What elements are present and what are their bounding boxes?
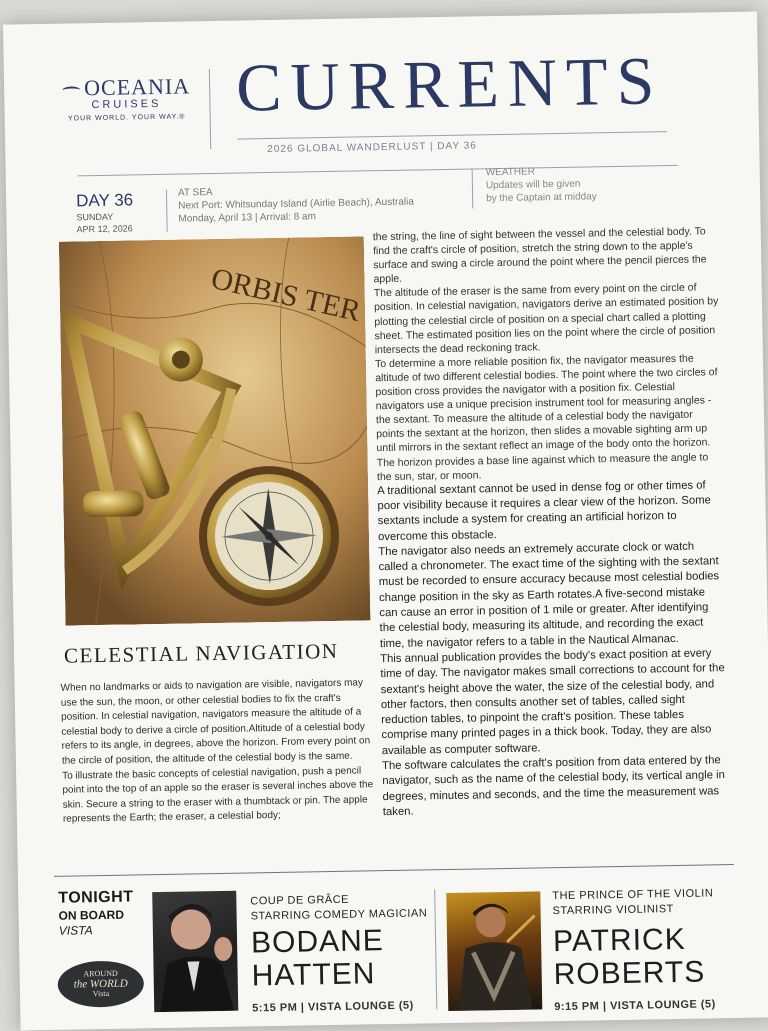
newsletter-page — [3, 11, 768, 1030]
day-block — [76, 190, 134, 235]
masthead-rule — [237, 131, 667, 140]
show2-name-line2: ROBERTS — [553, 955, 706, 992]
show2-performer — [553, 923, 706, 992]
brand-tagline: YOUR WORLD. YOUR WAY.® — [67, 113, 186, 123]
masthead-title: CURRENTS — [235, 42, 664, 126]
patrick-roberts-photo — [446, 891, 542, 1011]
location: AT SEA — [177, 187, 213, 199]
paragraph: To illustrate the basic concepts of celestial navigation, push a pencil point into the top of an apple so the eraser is several inches above the skin. Secure a string to the eraser with a thumbtack or pin. The apple represents the Earth; the eraser, a celestial body; — [62, 765, 374, 826]
paragraph: This annual publication provides the body's exact position at every time of day. The navigator makes small corrections to account for the sextant's height above the water, the size of the celestial body, and other factors, then consults another set of tables, called sight reduction tables, to pinpoint the craft's position. These tables comprise many printed pages in a thick book. Today, they are also available as computer software. — [380, 647, 725, 757]
show2-title: THE PRINCE OF THE VIOLIN — [552, 887, 714, 903]
port-block — [178, 183, 414, 226]
sextant-compass-photo — [59, 236, 371, 625]
show1-name-line2: HATTEN — [251, 957, 376, 993]
brand-name: OCEANIA — [83, 73, 191, 101]
tonight-label: TONIGHT — [58, 888, 134, 907]
show1-subtitle — [250, 891, 427, 924]
article-left-column — [61, 676, 378, 827]
tonight-block — [58, 888, 134, 937]
weather-block — [486, 164, 597, 205]
info-divider-2 — [472, 168, 474, 208]
badge-mid: the WORLD — [73, 977, 128, 991]
swoosh-icon — [62, 86, 80, 94]
show1-name-line1: BODANE — [250, 924, 385, 960]
badge-top: AROUND — [83, 968, 118, 979]
paragraph: The altitude of the eraser is the same from every point on the circle of position. In celestial navigation, navigators derive an estimated position by plotting the celestial circle of position on a special chart called a plotting sheet. The estimated position lies on the point where the circle of position intersects the dead reckoning track. — [373, 281, 719, 356]
paragraph: the string, the line of sight between the vessel and the celestial body. To find the craft's circle of position, stretch the string down to the apple's surface and swing a circle around the point where the pencil pierces the apple. — [372, 225, 707, 286]
show1-performer — [251, 924, 385, 992]
around-the-world-badge — [57, 960, 144, 1007]
paragraph: The navigator also needs an extremely accurate clock or watch called a chronometer. The exact time of the sighting with the sextant must be recorded to ensure accuracy because most celestial bodies change position in the sky as Earth rotates.A five-second mistake can cause an error in position of 1 mile or greater. After identifying the celestial body, measuring its altitude, and recording the exact time, the navigator refers to a table in the Nautical Almanac. — [378, 540, 720, 650]
edition-subline: 2026 GLOBAL WANDERLUST | DAY 36 — [267, 140, 477, 156]
weekday: SUNDAY — [76, 211, 114, 223]
arrival: Monday, April 13 | Arrival: 8 am — [178, 211, 317, 225]
article-right-column — [373, 224, 728, 820]
brand-sub: CRUISES — [91, 97, 162, 112]
map-text: ORBIS TER — [208, 261, 364, 329]
bottom-rule — [54, 864, 734, 877]
show2-subtitle — [552, 886, 713, 919]
date: APR 12, 2026 — [76, 223, 133, 235]
show2-billing: STARRING VIOLINIST — [552, 903, 674, 918]
oceania-logo — [56, 75, 197, 122]
article-headline: CELESTIAL NAVIGATION — [63, 638, 339, 668]
show2-time: 9:15 PM | VISTA LOUNGE (5) — [554, 998, 716, 1014]
ship-name: VISTA — [58, 923, 93, 938]
paragraph: To determine a more reliable position fix, the navigator measures the altitude of two different celestial bodies. The point where the two circles of position cross provides the navigator with a position fix. Celestial navigators use a unique precision instrument tool for measuring angles - the sextant. To measure the altitude of a celestial body the navigator points the sextant at the horizon, then slides a movable sighting arm up until mirrors in the sextant reflect an image of the body onto the horizon. The horizon provides a base line against which to measure the angle to the sun, star, or moon. — [374, 352, 718, 483]
paragraph: When no landmarks or aids to navigation are visible, navigators may use the sun, the moon, or other celestial bodies to fix the craft's position. In celestial navigation, navigators measure the altitude of a celestial body to derive a circle of position.Altitude of a celestial body refers to its angle, in degrees, above the horizon. From every point on the circle of position, the altitude of the celestial body is the same. — [60, 677, 371, 767]
weather-line2: by the Captain at midday — [486, 191, 597, 205]
show2-name-line1: PATRICK — [552, 922, 686, 959]
day-label: DAY 36 — [75, 190, 134, 211]
logo-divider — [209, 69, 211, 149]
show1-billing: STARRING COMEDY MAGICIAN — [250, 907, 428, 923]
shows-divider — [434, 889, 437, 1009]
next-port: Next Port: Whitsunday Island (Airlie Beach), Australia — [178, 196, 414, 212]
paragraph: A traditional sextant cannot be used in dense fog or other times of poor visibility because it requires a clear view of the horizon. Some sextants include a system for creating an artificial horizon to overcome this obstacle. — [377, 479, 711, 543]
badge-bottom: Vista — [92, 988, 110, 999]
weather-label: WEATHER — [485, 166, 536, 179]
info-divider — [166, 190, 168, 232]
bodane-hatten-photo — [152, 891, 238, 1012]
show1-time: 5:15 PM | VISTA LOUNGE (5) — [252, 999, 414, 1015]
weather-line1: Updates will be given — [485, 178, 581, 192]
paragraph: The software calculates the craft's position from data entered by the navigator, such as the name of the celestial body, its vertical angle in degrees, minutes and seconds, and the time the measurement was taken. — [381, 754, 726, 819]
on-board-label: ON BOARD — [58, 907, 125, 923]
show1-title: COUP DE GRÂCE — [250, 893, 350, 908]
